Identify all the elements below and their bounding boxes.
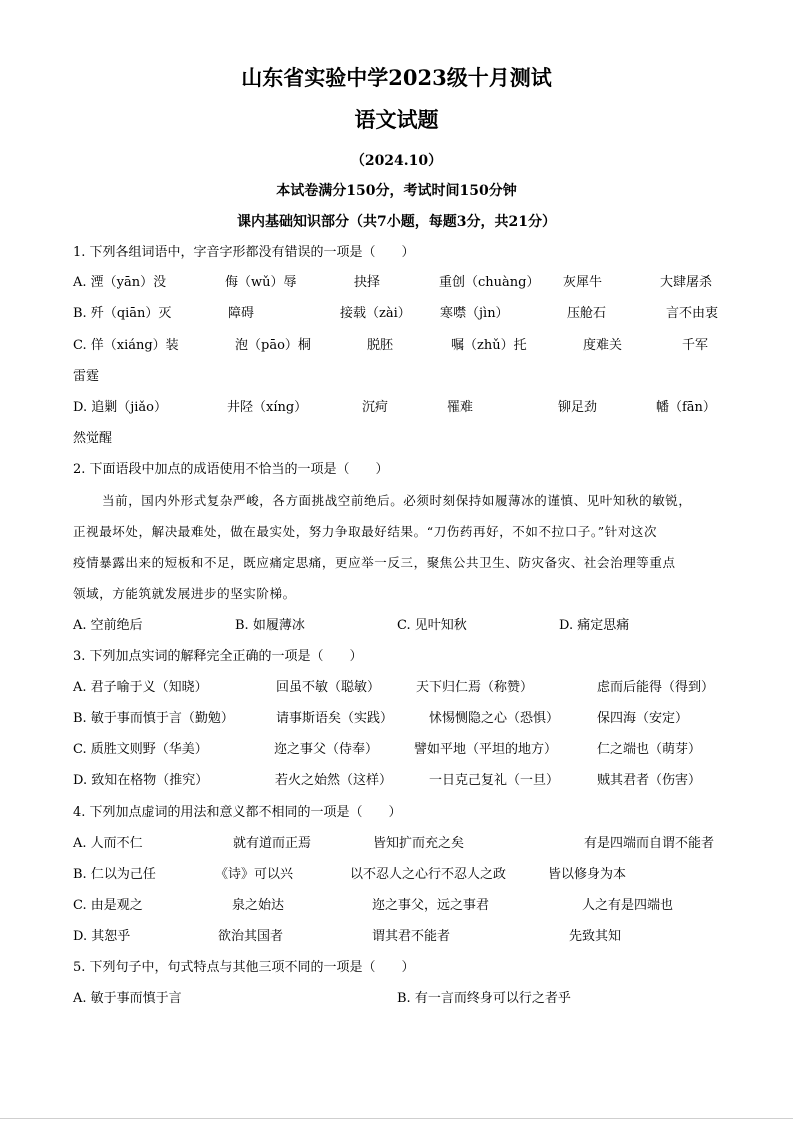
q1-option-c-item: 泡（pāo）桐 (235, 338, 311, 353)
q4-option-d-item: 先致其知 (569, 929, 622, 944)
exam-info: 本试卷满分150分，考试时间150分钟 (276, 183, 517, 199)
q1-option-b-item: 言不由衷 (666, 306, 719, 321)
exam-subject-title: 语文试题 (354, 107, 439, 132)
q1-stem: 1. 下列各组词语中，字音字形都没有错误的一项是（ ） (73, 245, 415, 260)
q1-option-a-item: 侮（wǔ）辱 (225, 275, 297, 290)
q4-option-a-item: 皆知扩而充之矣 (373, 836, 465, 851)
q2-passage-line: 领域，方能筑就发展进步的坚实阶梯。 (73, 586, 296, 601)
q4-option-b-item: 以不忍人之心行不忍人之政 (350, 867, 507, 882)
q4-option-a-item: 有是四端而自谓不能者 (584, 836, 715, 851)
q1-option-d-item: 沉疴 (362, 400, 389, 415)
q3-option-c: C. 质胜文则野（华美） (73, 742, 208, 757)
q2-option-d: D. 痛定思痛 (559, 618, 630, 633)
q2-passage-line: 疫情暴露出来的短板和不足，既应痛定思痛，更应举一反三，聚焦公共卫生、防灾备灾、社会治理等重点 (73, 555, 676, 570)
q1-option-c-item: 度难关 (583, 338, 623, 353)
q3-option-b-item: 保四海（安定） (597, 711, 689, 726)
q2-option-b: B. 如履薄冰 (235, 618, 305, 633)
q1-option-b-item: 压舱石 (567, 306, 607, 321)
q1-option-d-item: 幡（fān） (656, 400, 716, 415)
q1-option-c-item: 脱胚 (367, 338, 394, 353)
q3-stem: 3. 下列加点实词的解释完全正确的一项是（ ） (73, 649, 363, 664)
q4-option-b: B. 仁以为己任 (73, 867, 156, 882)
q4-option-b-item: 《诗》可以兴 (215, 867, 294, 882)
q5-option-b: B. 有一言而终身可以行之者乎 (397, 991, 571, 1006)
q1-option-d-item: 铆足劲 (558, 400, 598, 415)
q3-option-d-item: 一日克己复礼（一旦） (429, 773, 560, 788)
q3-option-c-item: 迩之事父（侍奉） (274, 742, 379, 757)
section-heading: 课内基础知识部分（共7小题，每题3分，共21分） (237, 214, 556, 230)
q2-option-c: C. 见叶知秋 (397, 618, 467, 633)
q4-option-b-item: 皆以修身为本 (548, 867, 627, 882)
q2-stem: 2. 下面语段中加点的成语使用不恰当的一项是（ ） (73, 462, 389, 477)
exam-school-title: 山东省实验中学2023级十月测试 (241, 65, 552, 90)
q3-option-d-item: 贼其君者（伤害） (597, 773, 702, 788)
exam-date: （2024.10） (350, 153, 443, 169)
q1-option-c-item: 嘱（zhǔ）托 (451, 338, 527, 353)
q1-option-c-continuation: 雷霆 (73, 369, 100, 384)
q1-option-a: A. 湮（yān）没 (73, 275, 167, 290)
q4-option-a-item: 就有道而正焉 (233, 836, 312, 851)
q1-option-d: D. 追剿（jiǎo） (73, 400, 167, 415)
q3-option-a-item: 回虽不敏（聪敏） (276, 680, 381, 695)
q1-option-d-item: 井陉（xíng） (227, 400, 308, 415)
q1-option-b-item: 障碍 (228, 306, 255, 321)
q4-stem: 4. 下列加点虚词的用法和意义都不相同的一项是（ ） (73, 805, 402, 820)
q1-option-a-item: 灰犀牛 (563, 275, 603, 290)
q1-option-b-item: 寒噤（jìn） (440, 306, 509, 321)
q1-option-a-item: 重创（chuàng） (439, 275, 540, 290)
q5-option-a: A. 敏于事而慎于言 (73, 991, 182, 1006)
q2-passage-line: 当前，国内外形式复杂严峻，各方面挑战空前绝后。必须时刻保持如履薄冰的谨慎、见叶知秋的敏锐， (102, 493, 692, 508)
q1-option-b: B. 歼（qiān）灭 (73, 306, 172, 321)
q3-option-c-item: 仁之端也（萌芽） (597, 742, 702, 757)
q3-option-a-item: 虑而后能得（得到） (597, 680, 715, 695)
q3-option-c-item: 譬如平地（平坦的地方） (414, 742, 558, 757)
q4-option-c: C. 由是观之 (73, 898, 143, 913)
q3-option-a-item: 天下归仁焉（称赞） (416, 680, 534, 695)
q3-option-b-item: 请事斯语矣（实践） (276, 711, 394, 726)
q4-option-c-item: 迩之事父，远之事君 (372, 898, 490, 913)
q3-option-d-item: 若火之始然（这样） (275, 773, 393, 788)
q2-option-a: A. 空前绝后 (73, 618, 143, 633)
q4-option-c-item: 人之有是四端也 (582, 898, 674, 913)
q4-option-d: D. 其恕乎 (73, 929, 131, 944)
q5-stem: 5. 下列句子中，句式特点与其他三项不同的一项是（ ） (73, 960, 415, 975)
q1-option-c: C. 佯（xiáng）装 (73, 338, 179, 353)
q4-option-d-item: 欲治其国者 (218, 929, 284, 944)
q3-option-d: D. 致知在格物（推究） (73, 773, 209, 788)
q1-option-d-item: 罹难 (447, 400, 474, 415)
q1-option-d-continuation: 然觉醒 (73, 431, 113, 446)
page-bottom-rule (0, 1118, 793, 1119)
q3-option-a: A. 君子喻于义（知晓） (73, 680, 208, 695)
q2-passage-line: 正视最坏处，解决最难处，做在最实处，努力争取最好结果。“刀伤药再好，不如不拉口子。”针对这次 (73, 524, 658, 539)
q1-option-a-item: 大肆屠杀 (660, 275, 713, 290)
q4-option-a: A. 人而不仁 (73, 836, 143, 851)
q3-option-b: B. 敏于事而慎于言（勤勉） (73, 711, 234, 726)
q4-option-c-item: 泉之始达 (232, 898, 285, 913)
q1-option-b-item: 接载（zài） (340, 306, 411, 321)
q4-option-d-item: 谓其君不能者 (372, 929, 451, 944)
q1-option-a-item: 抉择 (354, 275, 381, 290)
q3-option-b-item: 怵惕恻隐之心（恐惧） (429, 711, 560, 726)
q1-option-c-item: 千军 (682, 338, 709, 353)
